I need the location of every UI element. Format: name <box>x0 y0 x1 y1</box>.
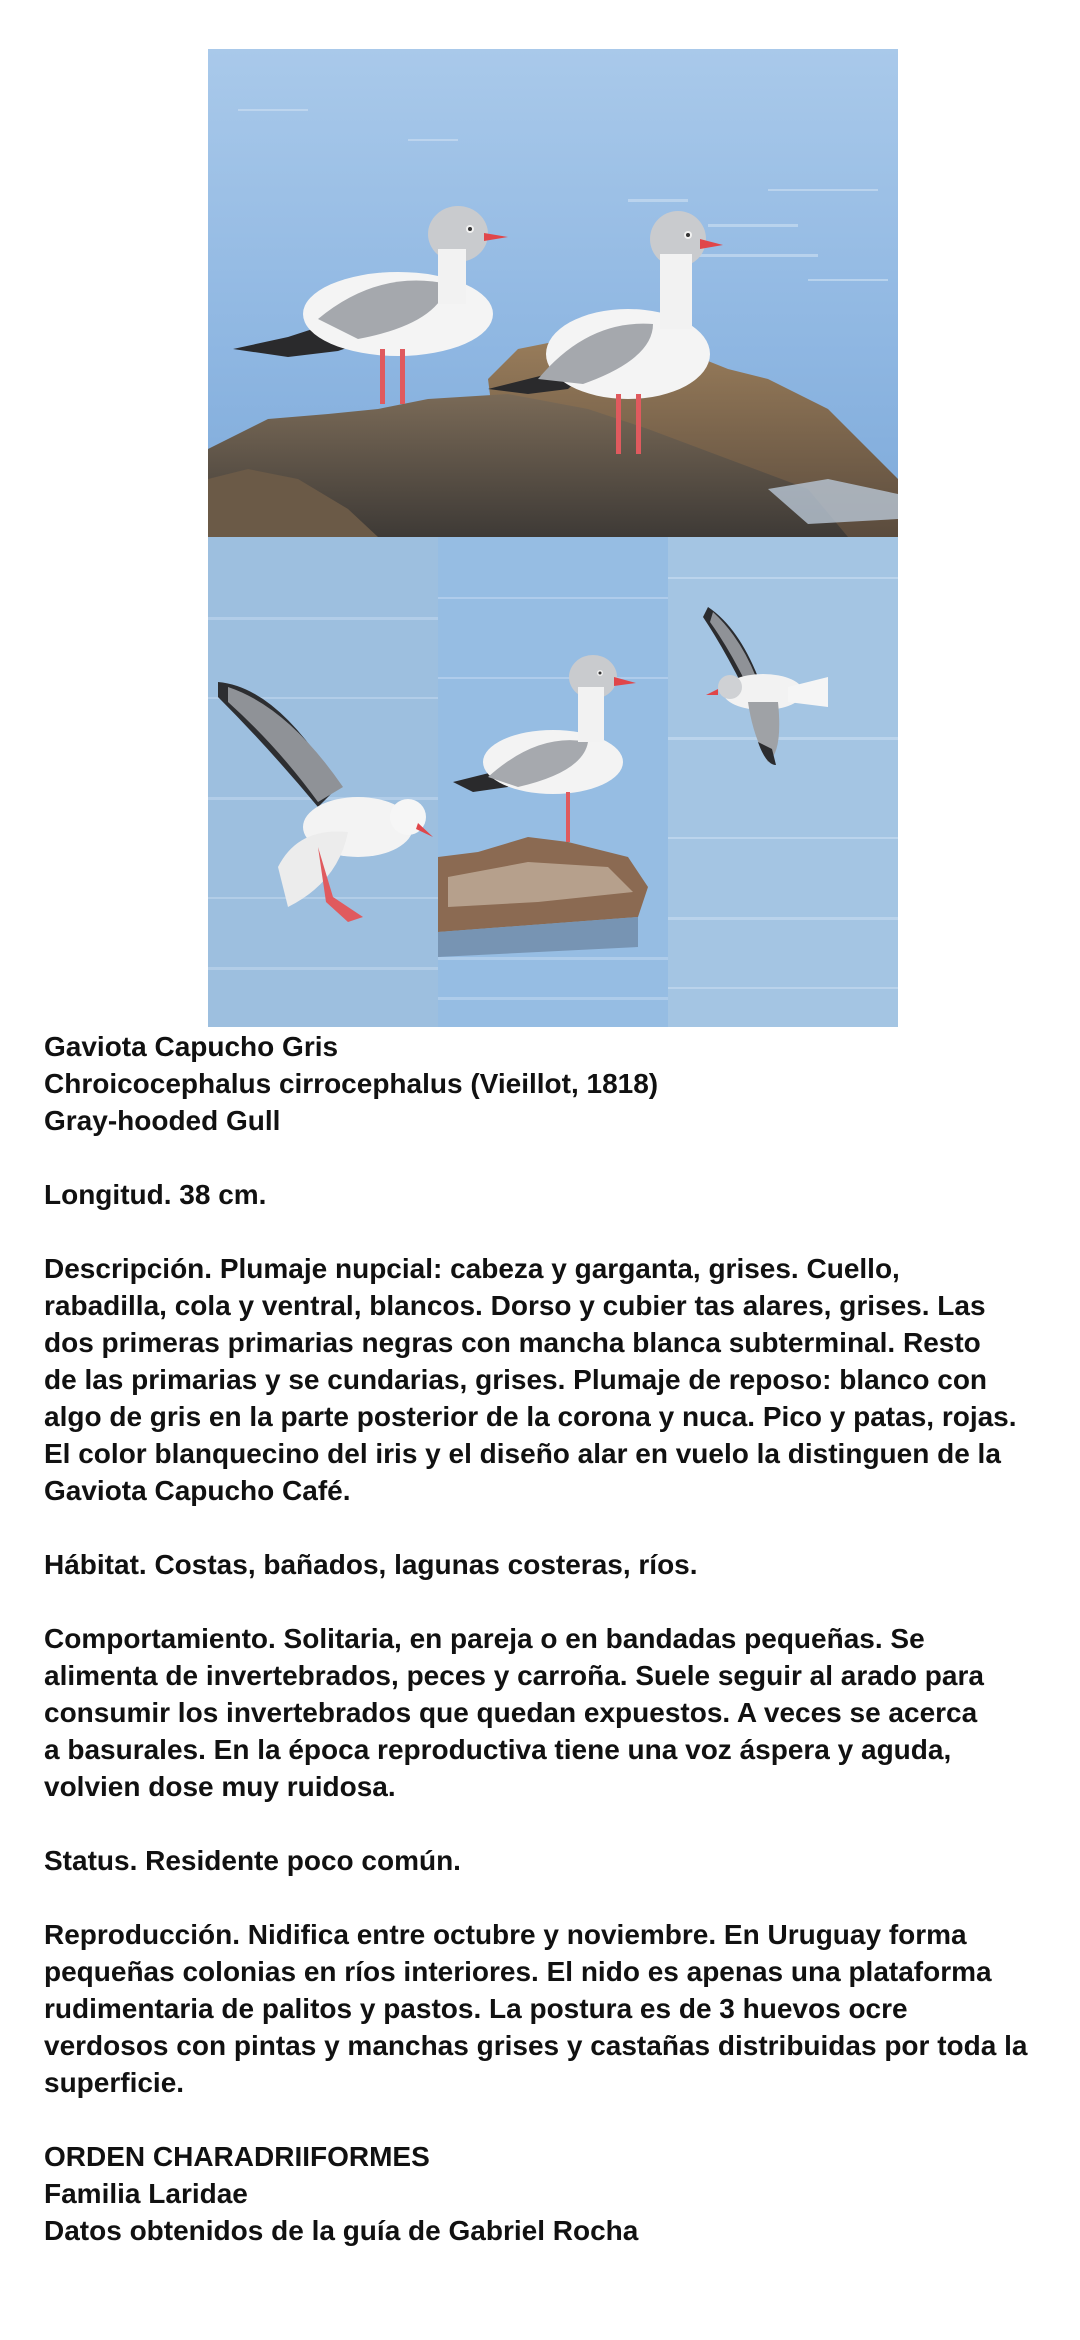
descripcion-line: rabadilla, cola y ventral, blancos. Dorso y cubier tas alares, grises. Las <box>44 1290 986 1321</box>
descripcion-line: algo de gris en la parte posterior de la corona y nuca. Pico y patas, rojas. <box>44 1401 1017 1432</box>
reproduccion-line: rudimentaria de palitos y pastos. La postura es de 3 huevos ocre <box>44 1993 908 2024</box>
spacer <box>44 1509 1064 1546</box>
spacer <box>44 1879 1064 1916</box>
photo-gull-flying-svg <box>668 537 898 1027</box>
reproduccion-line: verdosos con pintas y manchas grises y castañas distribuidas por toda la <box>44 2030 1028 2061</box>
comportamiento-line: alimenta de invertebrados, peces y carroña. Suele seguir al arado para <box>44 1660 984 1691</box>
descripcion-line: Gaviota Capucho Café. <box>44 1475 351 1506</box>
spacer <box>44 1139 1064 1176</box>
reproduccion-line: pequeñas colonias en ríos interiores. El nido es apenas una plataforma <box>44 1956 992 1987</box>
spacer <box>44 2101 1064 2138</box>
bird-photo-collage <box>208 49 898 1027</box>
spacer <box>44 1213 1064 1250</box>
orden-text: ORDEN CHARADRIIFORMES <box>44 2141 430 2172</box>
familia-text: Familia Laridae <box>44 2178 248 2209</box>
spacer <box>44 1583 1064 1620</box>
status-text: Status. Residente poco común. <box>44 1845 461 1876</box>
photo-two-gulls-svg <box>208 49 898 537</box>
photo-gull-flying <box>668 537 898 1027</box>
comportamiento-line: consumir los invertebrados que quedan expuestos. A veces se acerca <box>44 1697 978 1728</box>
photo-gull-on-small-rock-svg <box>438 537 668 1027</box>
reproduccion-line: Reproducción. Nidifica entre octubre y noviembre. En Uruguay forma <box>44 1919 967 1950</box>
reproduccion-line: superficie. <box>44 2067 185 2098</box>
longitud-text: Longitud. 38 cm. <box>44 1179 267 1210</box>
common-name-es: Gaviota Capucho Gris <box>44 1031 339 1062</box>
photo-gull-landing <box>208 537 438 1027</box>
descripcion-line: Descripción. Plumaje nupcial: cabeza y garganta, grises. Cuello, <box>44 1253 900 1284</box>
descripcion-line: de las primarias y se cundarias, grises. Plumaje de reposo: blanco con <box>44 1364 988 1395</box>
habitat-text: Hábitat. Costas, bañados, lagunas costeras, ríos. <box>44 1549 698 1580</box>
scientific-name: Chroicocephalus cirrocephalus (Vieillot, 1818) <box>44 1068 659 1099</box>
source-credit: Datos obtenidos de la guía de Gabriel Rocha <box>44 2215 639 2246</box>
photo-gull-landing-svg <box>208 537 438 1027</box>
descripcion-line: dos primeras primarias negras con mancha blanca subterminal. Resto <box>44 1327 981 1358</box>
comportamiento-line: a basurales. En la época reproductiva tiene una voz áspera y aguda, <box>44 1734 952 1765</box>
comportamiento-line: Comportamiento. Solitaria, en pareja o en bandadas pequeñas. Se <box>44 1623 925 1654</box>
spacer <box>44 1805 1064 1842</box>
common-name-en: Gray-hooded Gull <box>44 1105 281 1136</box>
photo-gull-on-small-rock <box>438 537 668 1027</box>
comportamiento-line: volvien dose muy ruidosa. <box>44 1771 396 1802</box>
photo-two-gulls-on-rock <box>208 49 898 537</box>
descripcion-line: El color blanquecino del iris y el diseño alar en vuelo la distinguen de la <box>44 1438 1001 1469</box>
species-info <box>44 1028 1064 2249</box>
